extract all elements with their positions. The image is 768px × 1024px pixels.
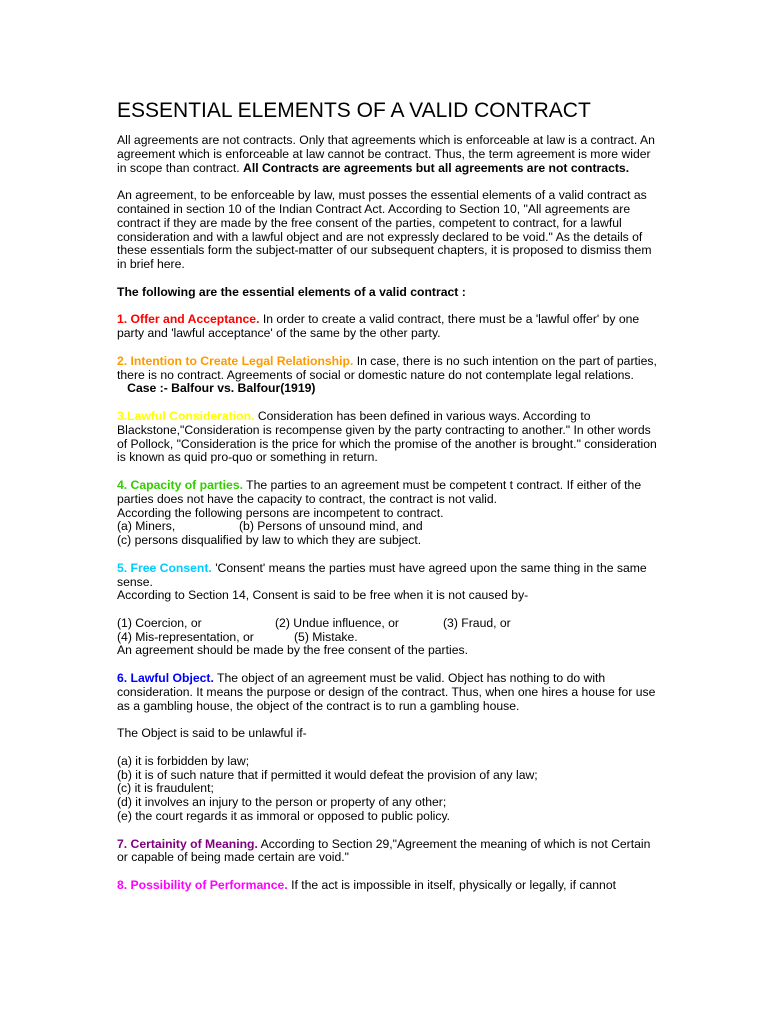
- section10-paragraph: An agreement, to be enforceable by law, must posses the essential elements of a valid contract as contained in section 10 of the Indian Contract Act. According to Section 10, "All agreements are contract if they are made by the free consent of the parties, competent to contract, for a lawful consideration and with a lawful object and are not expressly declared to be void." As the details of these essentials form the subject-matter of our subsequent chapters, it is proposed to dismiss them in brief here.: [117, 188, 652, 272]
- element-heading: 2. Intention to Create Legal Relationship.: [117, 353, 354, 368]
- element-certainty: [117, 838, 657, 866]
- list-item: (a) it is forbidden by law;: [117, 753, 250, 768]
- option-item: (b) Persons of unsound mind, and: [239, 519, 423, 534]
- element-text: In order to create a valid contract, there must be a 'lawful offer' by one party and 'lawful acceptance' of the same by the other party.: [117, 312, 640, 341]
- case-citation: Case :- Balfour vs. Balfour(1919): [117, 381, 316, 396]
- element-text: According to Section 29,"Agreement the meaning of which is not Certain or capable of being made certain are void.": [117, 836, 651, 865]
- element-heading: 3.Lawful Consideration.: [117, 408, 255, 423]
- element-text: Consideration has been defined in various ways. According to Blackstone,"Consideration is recompense given by the party contracting to another." In other words of Pollock, "Consideration is the price for which the promise of the another is brought." consideration is known as quid pro-quo or something in return.: [117, 408, 657, 465]
- list-heading: The following are the essential elements of a valid contract :: [117, 284, 466, 299]
- list-item: (c) it is fraudulent;: [117, 781, 214, 796]
- element-line: According to Section 14, Consent is said to be free when it is not caused by-: [117, 588, 529, 603]
- intro-bold-text: All Contracts are agreements but all agreements are not contracts.: [243, 160, 630, 175]
- intro-paragraph: [117, 134, 657, 175]
- element-object: [117, 672, 657, 713]
- list-item: (e) the court regards it as immoral or opposed to public policy.: [117, 809, 451, 824]
- element-text: In case, there is no such intention on the part of parties, there is no contract. Agreements of social or domestic nature do not contemplate legal relations.: [117, 353, 657, 382]
- element-text: The object of an agreement must be valid. Object has nothing to do with consideration. It means the purpose or design of the contract. Thus, when one hires a house for use as a gambling house, the object of the contract is to run a gambling house.: [117, 671, 656, 713]
- option-item: (4) Mis-representation, or: [117, 629, 254, 644]
- element-heading: 5. Free Consent.: [117, 560, 212, 575]
- option-item: (3) Fraud, or: [443, 615, 511, 630]
- element-possibility: [117, 879, 657, 893]
- element-consideration: [117, 410, 657, 465]
- option-item: (a) Miners,: [117, 519, 176, 534]
- page-title: ESSENTIAL ELEMENTS OF A VALID CONTRACT: [117, 99, 591, 122]
- element-line: An agreement should be made by the free consent of the parties.: [117, 643, 468, 658]
- element-text: The parties to an agreement must be competent t contract. If either of the parties does not have the capacity to contract, the contract is not valid.: [117, 477, 642, 506]
- element-text: If the act is impossible in itself, physically or legally, if cannot: [287, 878, 616, 893]
- option-item: (c) persons disqualified by law to which they are subject.: [117, 533, 422, 548]
- element-offer: [117, 313, 657, 341]
- option-item: (1) Coercion, or: [117, 615, 202, 630]
- intro-text: All agreements are not contracts. Only that agreements which is enforceable at law is a contract. An agreement which is enforceable at law cannot be contract. Thus, the term agreement is more wider in scope than contract.: [117, 133, 655, 175]
- option-row: [117, 616, 511, 630]
- element-line: According the following persons are incompetent to contract.: [117, 505, 444, 520]
- element-heading: 4. Capacity of parties.: [117, 477, 243, 492]
- list-item: (b) it is of such nature that if permitted it would defeat the provision of any law;: [117, 767, 538, 782]
- option-item: (5) Mistake.: [294, 629, 358, 644]
- element-consent: [117, 562, 657, 659]
- option-row: [117, 630, 358, 644]
- element-text: 'Consent' means the parties must have agreed upon the same thing in the same sense.: [117, 560, 647, 589]
- unlawful-list: [117, 755, 657, 824]
- element-intention: [117, 355, 657, 396]
- option-row: [117, 519, 423, 533]
- document-body: [117, 134, 657, 907]
- element-capacity: [117, 479, 657, 548]
- list-item: (d) it involves an injury to the person or property of any other;: [117, 795, 447, 810]
- element-heading: 8. Possibility of Performance.: [117, 878, 288, 893]
- unlawful-intro: The Object is said to be unlawful if-: [117, 726, 307, 741]
- element-heading: 6. Lawful Object.: [117, 671, 214, 686]
- element-heading: 7. Certainity of Meaning.: [117, 836, 258, 851]
- option-item: (2) Undue influence, or: [275, 615, 399, 630]
- element-heading: 1. Offer and Acceptance.: [117, 312, 260, 327]
